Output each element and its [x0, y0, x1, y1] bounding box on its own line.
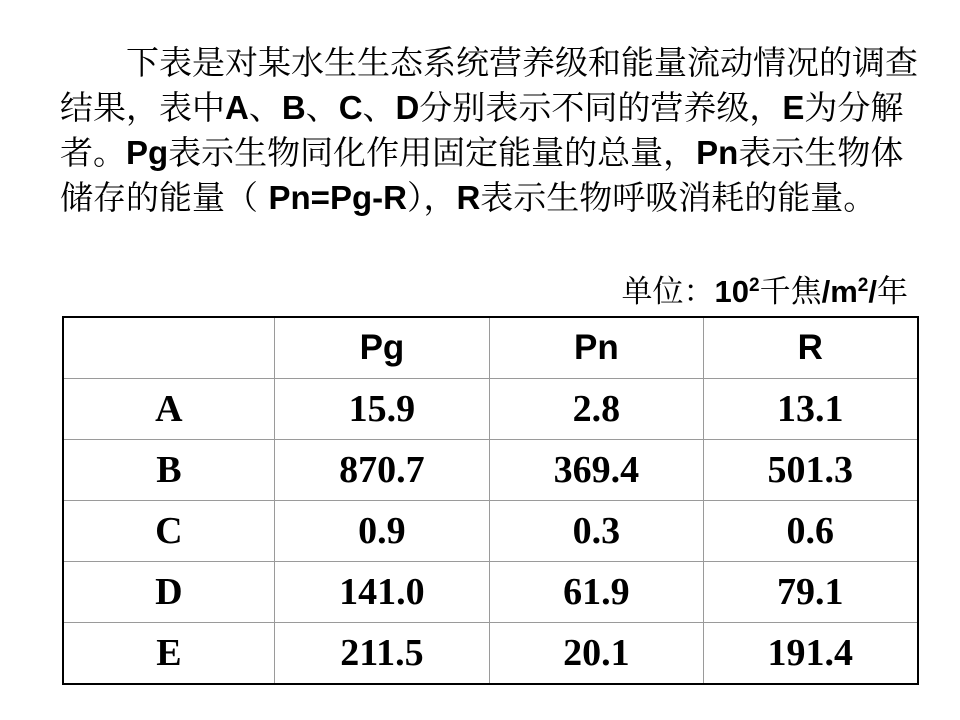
unit-label	[622, 272, 908, 312]
intro-term: A	[225, 89, 249, 126]
cell-pg: 15.9	[274, 379, 489, 440]
cell-pn: 20.1	[490, 623, 703, 685]
row-label: D	[63, 562, 274, 623]
row-label: E	[63, 623, 274, 685]
cell-pg: 211.5	[274, 623, 489, 685]
intro-term: D	[395, 89, 420, 126]
intro-text: 下表是对某水生生态系统营养级和能量流动情况的调查结果，表中	[60, 43, 918, 127]
unit-middle: 千焦/m	[759, 274, 858, 310]
cell-pn: 61.9	[490, 562, 703, 623]
intro-text: 、	[362, 88, 396, 127]
header-cell-pn: Pn	[490, 317, 703, 379]
table-row	[63, 562, 918, 623]
cell-pn: 2.8	[490, 379, 703, 440]
header-cell-empty	[63, 317, 274, 379]
intro-term: C	[338, 89, 363, 126]
unit-base: 10	[714, 274, 750, 309]
energy-flow-table	[62, 316, 919, 685]
table-row	[63, 623, 918, 685]
intro-text: 表示生物呼吸消耗的能量。	[480, 178, 877, 217]
intro-paragraph	[60, 40, 920, 220]
header-cell-r: R	[703, 317, 918, 379]
cell-r: 191.4	[703, 623, 918, 685]
cell-r: 501.3	[703, 440, 918, 501]
intro-text: 表示生物同化作用固定能量的总量，	[168, 133, 697, 172]
intro-term: B	[281, 89, 306, 126]
intro-text: 、	[305, 88, 339, 127]
cell-pg: 870.7	[274, 440, 489, 501]
intro-text: 为分解者。	[60, 88, 904, 172]
intro-term: R	[456, 179, 481, 216]
intro-text: 表示生物体储存的能量（	[60, 133, 904, 217]
row-label: B	[63, 440, 274, 501]
unit-exponent-2: 2	[857, 274, 869, 296]
table-row	[63, 501, 918, 562]
intro-term: E	[782, 89, 805, 126]
cell-pg: 141.0	[274, 562, 489, 623]
cell-r: 79.1	[703, 562, 918, 623]
unit-suffix: /年	[868, 274, 908, 310]
cell-r: 0.6	[703, 501, 918, 562]
table-header-row	[63, 317, 918, 379]
intro-formula: Pn=Pg-R	[268, 179, 407, 216]
cell-pg: 0.9	[274, 501, 489, 562]
cell-pn: 369.4	[490, 440, 703, 501]
table-row	[63, 379, 918, 440]
row-label: C	[63, 501, 274, 562]
intro-text: ），	[406, 178, 457, 217]
cell-pn: 0.3	[490, 501, 703, 562]
unit-exponent: 2	[749, 274, 760, 296]
header-cell-pg: Pg	[274, 317, 489, 379]
unit-prefix: 单位：	[621, 274, 715, 310]
intro-term: Pg	[126, 134, 169, 171]
intro-text: 分别表示不同的营养级，	[419, 88, 783, 127]
row-label: A	[63, 379, 274, 440]
cell-r: 13.1	[703, 379, 918, 440]
table-row	[63, 440, 918, 501]
intro-text: 、	[248, 88, 282, 127]
intro-term: Pn	[696, 134, 739, 171]
